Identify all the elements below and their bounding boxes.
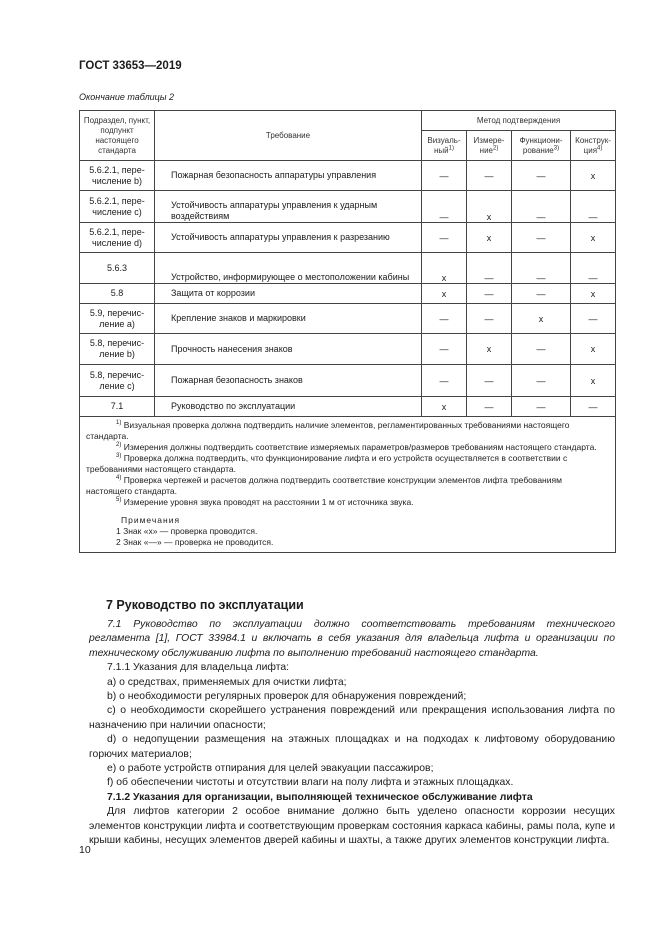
row-mark: — <box>467 304 512 334</box>
row-section: 5.9, перечис-ление a) <box>80 304 155 334</box>
header-requirement: Требование <box>155 111 422 161</box>
list-item: c) о необходимости скорейшего устранения повреждений или прекращения использования лифта по назначению при наличии опасности; <box>89 705 615 731</box>
row-requirement: Устойчивость аппаратуры управления к ударным воздействиям <box>155 191 422 223</box>
header-method-measure: Измере-ние$^{2)}$ <box>467 131 512 161</box>
footnote: $^{2)}$ Измерения должны подтвердить соответствие измеряемых параметров/размеров требованиям настоящего стандарта. <box>116 442 597 452</box>
table-caption: Окончание таблицы 2 <box>79 92 174 102</box>
header-method-function: Функциони-рование$^{3)}$ <box>512 131 571 161</box>
table-row <box>80 161 616 191</box>
table-row <box>80 365 616 397</box>
row-mark: — <box>512 161 571 191</box>
row-mark: x <box>422 253 467 284</box>
row-mark: — <box>512 253 571 284</box>
row-mark: x <box>467 334 512 365</box>
list-item: e) о работе устройств отпирания для целей эвакуации пассажиров; <box>107 763 434 775</box>
row-mark: — <box>422 304 467 334</box>
row-mark: — <box>571 397 616 417</box>
row-mark: — <box>512 223 571 253</box>
table-row <box>80 284 616 304</box>
row-requirement: Пожарная безопасность знаков <box>155 365 422 397</box>
paragraph-7-1-2-text: Для лифтов категории 2 особое внимание должно быть уделено опасности коррозии несущих элементов конструкции лифта и соответствующим проверкам состояния каркаса кабины, рамы пола, купе и крыши кабины, несущих элементов дверей кабины и шахты, а также других элементов конструкции лифта. <box>89 806 615 847</box>
footnote: $^{4)}$ Проверка чертежей и расчетов должна подтвердить соответствие конструкции элементов лифта требованиям настоящего стандарта. <box>86 475 562 496</box>
row-mark: x <box>422 397 467 417</box>
row-mark: — <box>571 253 616 284</box>
table-row <box>80 397 616 417</box>
list-item: f) об обеспечении чистоты и отсутствии влаги на полу лифта и этажных площадках. <box>107 777 514 789</box>
row-mark: x <box>571 161 616 191</box>
row-section: 5.6.3 <box>80 253 155 284</box>
table-row <box>80 253 616 284</box>
list-item: a) о средствах, применяемых для очистки лифта; <box>107 676 347 688</box>
row-mark: — <box>467 253 512 284</box>
table-row <box>80 223 616 253</box>
row-section: 5.8 <box>80 284 155 304</box>
row-mark: x <box>422 284 467 304</box>
table-row <box>80 304 616 334</box>
paragraph-7-1: 7.1 Руководство по эксплуатации должно соответствовать требованиям технического регламента [1], ГОСТ 33984.1 и включать в себя указания для владельца лифта и организации по техническому обслуживанию лифта по выполнению требований настоящего стандарта. <box>89 619 615 659</box>
row-mark: x <box>467 191 512 223</box>
table-row <box>80 191 616 223</box>
table-row <box>80 334 616 365</box>
row-mark: — <box>571 304 616 334</box>
paragraph-7-1-2: 7.1.2 Указания для организации, выполняющей техническое обслуживание лифта <box>107 791 533 803</box>
row-mark: — <box>422 161 467 191</box>
row-requirement: Устойчивость аппаратуры управления к разрезанию <box>155 223 422 253</box>
note: 2 Знак «—» — проверка не проводится. <box>116 537 274 547</box>
row-mark: x <box>512 304 571 334</box>
section-heading: 7 Руководство по эксплуатации <box>106 598 304 612</box>
row-section: 7.1 <box>80 397 155 417</box>
row-mark: x <box>571 223 616 253</box>
header-method-visual: Визуаль-ный$^{1)}$ <box>422 131 467 161</box>
row-mark: — <box>512 284 571 304</box>
footnote: $^{5)}$ Измерение уровня звука проводят на расстоянии 1 м от источника звука. <box>116 497 414 507</box>
header-section: Подраздел, пункт, подпункт настоящего стандарта <box>80 111 155 161</box>
row-mark: — <box>422 223 467 253</box>
row-mark: — <box>467 161 512 191</box>
requirements-table <box>79 110 616 553</box>
document-header: ГОСТ 33653—2019 <box>79 60 182 72</box>
row-mark: — <box>512 334 571 365</box>
row-requirement: Защита от коррозии <box>155 284 422 304</box>
page-number: 10 <box>79 844 91 856</box>
notes-title: Примечания <box>121 515 181 525</box>
row-mark: — <box>512 397 571 417</box>
row-requirement: Устройство, информирующее о местоположении кабины <box>155 253 422 284</box>
row-requirement: Крепление знаков и маркировки <box>155 304 422 334</box>
row-mark: — <box>467 365 512 397</box>
row-mark: — <box>512 365 571 397</box>
row-mark: — <box>467 284 512 304</box>
row-mark: — <box>512 191 571 223</box>
row-mark: x <box>467 223 512 253</box>
row-requirement: Руководство по эксплуатации <box>155 397 422 417</box>
note: 1 Знак «x» — проверка проводится. <box>116 526 258 536</box>
header-method: Метод подтверждения <box>422 111 616 131</box>
row-requirement: Пожарная безопасность аппаратуры управления <box>155 161 422 191</box>
section-body <box>89 618 615 849</box>
row-mark: x <box>571 365 616 397</box>
row-mark: — <box>422 365 467 397</box>
row-mark: — <box>422 191 467 223</box>
row-section: 5.8, перечис-ление c) <box>80 365 155 397</box>
footnote: $^{1)}$ Визуальная проверка должна подтвердить наличие элементов, регламентированных требованиями настоящего стандарта. <box>86 420 570 441</box>
row-section: 5.8, перечис-ление b) <box>80 334 155 365</box>
row-section: 5.6.2.1, пере-числение c) <box>80 191 155 223</box>
row-mark: — <box>467 397 512 417</box>
header-method-construction: Конструк-ция$^{4)}$ <box>571 131 616 161</box>
table-footnotes <box>80 417 616 553</box>
list-item: b) о необходимости регулярных проверок для обнаружения повреждений; <box>107 691 467 703</box>
row-section: 5.6.2.1, пере-числение b) <box>80 161 155 191</box>
row-mark: — <box>422 334 467 365</box>
list-item: d) о недопущении размещения на этажных площадках и на подходах к лифтовому оборудованию горючих материалов; <box>89 734 615 760</box>
row-mark: x <box>571 284 616 304</box>
row-section: 5.6.2.1, пере-числение d) <box>80 223 155 253</box>
row-mark: x <box>571 334 616 365</box>
paragraph-7-1-1: 7.1.1 Указания для владельца лифта: <box>107 662 290 674</box>
row-mark: — <box>571 191 616 223</box>
row-requirement: Прочность нанесения знаков <box>155 334 422 365</box>
footnote: $^{3)}$ Проверка должна подтвердить, что функционирование лифта и его устройств осуществляется в соответствии с требованиями настоящего стандарта. <box>86 453 568 474</box>
